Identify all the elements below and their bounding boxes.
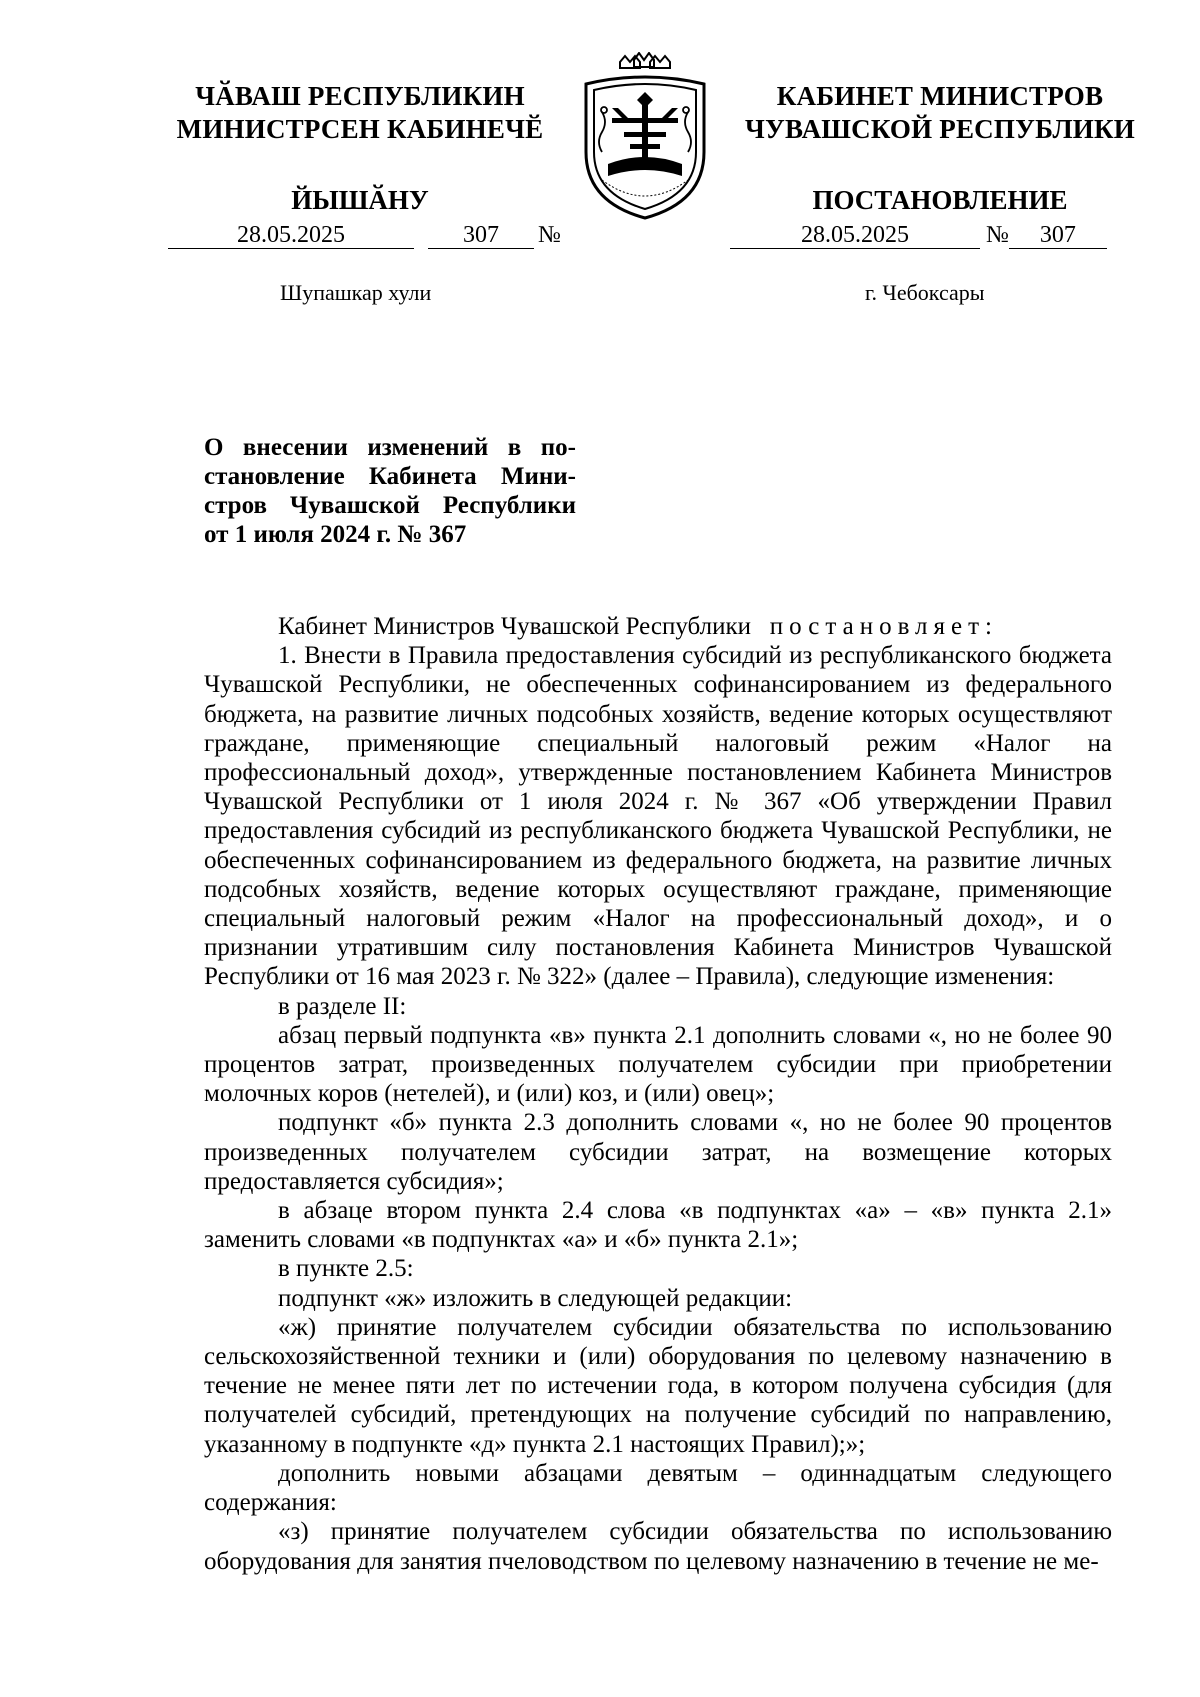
body-paragraph: 1. Внести в Правила предоставления субсидий из республиканского бюджета Чувашской Республики, не обеспеченных софинансированием из федерального бюджета, на развитие личных подсобных хозяйств, ведение которых осуществляют граждане, применяющие специальный налоговый режим «Налог на профессиональный доход», утвержденные постановлением Кабинета Министров Чувашской Республики от 1 июля 2024 г. № 367 «Об утверждении Правил предоставления субсидий из республиканского бюджета Чувашской Республики, не обеспеченных софинансированием из федерального бюджета, на развитие личных подсобных хозяйств, ведение которых осуществляют граждане, применяющие специальный налоговый режим «Налог на профессиональный доход», и о признании утратившим силу постановления Кабинета Министров Чувашской Республики от 16 мая 2023 г. № 322» (далее – Правила), следующие изменения: [204, 642, 1112, 991]
number-sign-right: № [986, 222, 1009, 248]
date-field-right: 28.05.2025 [730, 222, 980, 249]
org-name-chuvash-line1: ЧӐВАШ РЕСПУБЛИКИН [195, 81, 525, 111]
doc-type-chuvash: ЙЫШӐНУ [291, 185, 429, 215]
body-paragraph: «з) принятие получателем субсидии обязательства по использованию оборудования для занятия пчеловодством по целевому назначению в течение не ме- [204, 1518, 1112, 1575]
doc-type-russian: ПОСТАНОВЛЕНИЕ [812, 185, 1068, 215]
body-paragraph: абзац первый подпункта «в» пункта 2.1 дополнить словами «, но не более 90 процентов затрат, произведенных получателем субсидии при приобретении молочных коров (нетелей), и (или) коз, и (или) овец»; [204, 1021, 1112, 1108]
date-field-left: 28.05.2025 [168, 222, 414, 249]
body-paragraph: подпункт «ж» изложить в следующей редакции: [278, 1284, 793, 1312]
title-line: становление Кабинета Мини- [204, 463, 576, 490]
date-number-row-left [168, 222, 561, 252]
number-sign-left: № [538, 222, 561, 248]
intro-verb: постановляет: [769, 613, 999, 640]
body-paragraph: в пункте 2.5: [278, 1255, 414, 1283]
title-line: стров Чувашской Республики [204, 492, 576, 519]
body-paragraph: в разделе II: [278, 992, 407, 1020]
body-paragraph: дополнить новыми абзацами девятым – одиннадцатым следующего содержания: [204, 1459, 1112, 1517]
title-line: О внесении изменений в по- [204, 434, 576, 461]
number-field-left: 307 [428, 222, 534, 249]
city-chuvash: Шупашкар хули [280, 280, 432, 305]
body-paragraph: в абзаце втором пункта 2.4 слова «в подпунктах «а» – «в» пункта 2.1» заменить словами «в подпунктах «а» и «б» пункта 2.1»; [204, 1197, 1112, 1254]
org-name-russian-line2: ЧУВАШСКОЙ РЕСПУБЛИКИ [745, 114, 1135, 144]
body-paragraph: подпункт «б» пункта 2.3 дополнить словами «, но не более 90 процентов произведенных получателем субсидии затрат, на возмещение которых предоставляется субсидия»; [204, 1109, 1112, 1195]
chuvash-coat-of-arms-icon [572, 52, 718, 222]
date-number-row-right [730, 222, 1107, 252]
header-right [730, 80, 1150, 217]
intro-lead: Кабинет Министров Чувашской Республики [278, 613, 752, 640]
header-left [150, 80, 570, 217]
document-title [204, 433, 576, 549]
intro-paragraph [204, 612, 1112, 641]
city-russian: г. Чебоксары [865, 280, 985, 305]
document-body [204, 612, 1112, 1576]
title-line: от 1 июля 2024 г. № 367 [204, 521, 467, 548]
number-field-right: 307 [1009, 222, 1107, 249]
org-name-chuvash-line2: МИНИСТРСЕН КАБИНЕЧӖ [176, 114, 544, 144]
org-name-russian-line1: КАБИНЕТ МИНИСТРОВ [776, 81, 1104, 111]
body-paragraph: «ж) принятие получателем субсидии обязательства по использованию сельскохозяйственной техники и (или) оборудования по целевому назначению в течение не менее пяти лет по истечении года, в котором получена субсидия (для получателей субсидий, претендующих на получение субсидий по направлению, указанному в подпункте «д» пункта 2.1 настоящих Правил);»; [204, 1313, 1112, 1458]
